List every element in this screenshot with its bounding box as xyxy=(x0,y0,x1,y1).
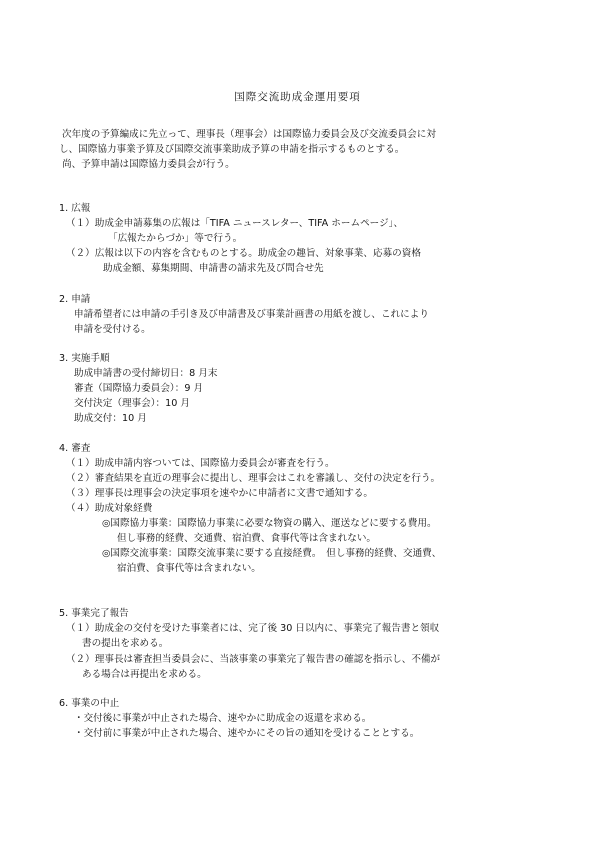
section-5-item-2-line-1: （２）理事長は審査担当委員会に、当該事業の事業完了報告書の確認を指示し、不備が xyxy=(66,654,441,665)
section-6-line-1: ・交付後に事業が中止された場合、速やかに助成金の返還を求める。 xyxy=(74,713,372,724)
section-3-line-1: 助成申請書の受付締切日：8 月末 xyxy=(74,368,218,379)
section-4-heading: 4. 審査 xyxy=(59,443,91,454)
section-4-item-3: （３）理事長は理事会の決定事項を速やかに申請者に文書で通知する。 xyxy=(66,488,373,499)
section-3-line-2: 審査（国際協力委員会）：9 月 xyxy=(74,383,204,394)
section-3-heading: 3. 実施手順 xyxy=(59,353,110,364)
document-title: 国際交流助成金運用要項 xyxy=(234,91,361,103)
section-1-item-1-line-2: 「広報たからづか」等で行う。 xyxy=(108,233,243,244)
section-5-item-2-line-2: ある場合は再提出を求める。 xyxy=(82,669,207,680)
section-2-line-2: 申請を受付ける。 xyxy=(74,324,151,335)
section-6-heading: 6. 事業の中止 xyxy=(59,698,120,709)
intro-line-2: し、国際協力事業予算及び国際交流事業助成予算の申請を指示するものとする。 xyxy=(59,144,405,155)
intro-line-3: 尚、予算申請は国際協力委員会が行う。 xyxy=(62,159,235,170)
section-4-sub-1-line-1: ◎国際協力事業：国際協力事業に必要な物資の購入、運送などに要する費用。 xyxy=(102,518,437,529)
section-1-heading: 1. 広報 xyxy=(59,203,91,214)
section-5-item-1-line-2: 書の提出を求める。 xyxy=(82,638,169,649)
section-2-heading: 2. 申請 xyxy=(59,294,91,305)
section-4-sub-1-line-2: 但し事務的経費、交通費、宿泊費、食事代等は含まれない。 xyxy=(117,533,377,544)
section-3-line-3: 交付決定（理事会）：10 月 xyxy=(74,398,190,409)
section-4-item-1: （１）助成申請内容ついては、国際協力委員会が審査を行う。 xyxy=(66,458,335,469)
intro-line-1: 次年度の予算編成に先立って、理事長（理事会）は国際協力委員会及び交流委員会に対 xyxy=(62,129,436,140)
section-4-item-2: （２）審査結果を直近の理事会に提出し、理事会はこれを審議し、交付の決定を行う。 xyxy=(66,473,441,484)
section-3-line-4: 助成交付：10 月 xyxy=(74,413,147,424)
section-1-item-2-line-1: （２）広報は以下の内容を含むものとする。助成金の趣旨、対象事業、応募の資格 xyxy=(66,248,421,259)
section-5-item-1-line-1: （１）助成金の交付を受けた事業者には、完了後 30 日以内に、事業完了報告書と領収 xyxy=(66,623,440,634)
section-2-line-1: 申請希望者には申請の手引き及び申請書及び事業計画書の用紙を渡し、これにより xyxy=(74,309,429,320)
section-6-line-2: ・交付前に事業が中止された場合、速やかにその旨の通知を受けることとする。 xyxy=(74,728,420,739)
section-1-item-1-line-1: （１）助成金申請募集の広報は「TIFA ニュースレター、TIFA ホームページ」、 xyxy=(66,218,404,229)
section-5-heading: 5. 事業完了報告 xyxy=(59,608,129,619)
section-1-item-2-line-2: 助成金額、募集期間、申請書の請求先及び問合せ先 xyxy=(103,263,324,274)
section-4-sub-2-line-2: 宿泊費、食事代等は含まれない。 xyxy=(117,563,261,574)
section-4-sub-2-line-1: ◎国際交流事業：国際交流事業に要する直接経費。 但し事務的経費、交通費、 xyxy=(102,548,442,559)
section-4-item-4: （４）助成対象経費 xyxy=(66,503,153,514)
